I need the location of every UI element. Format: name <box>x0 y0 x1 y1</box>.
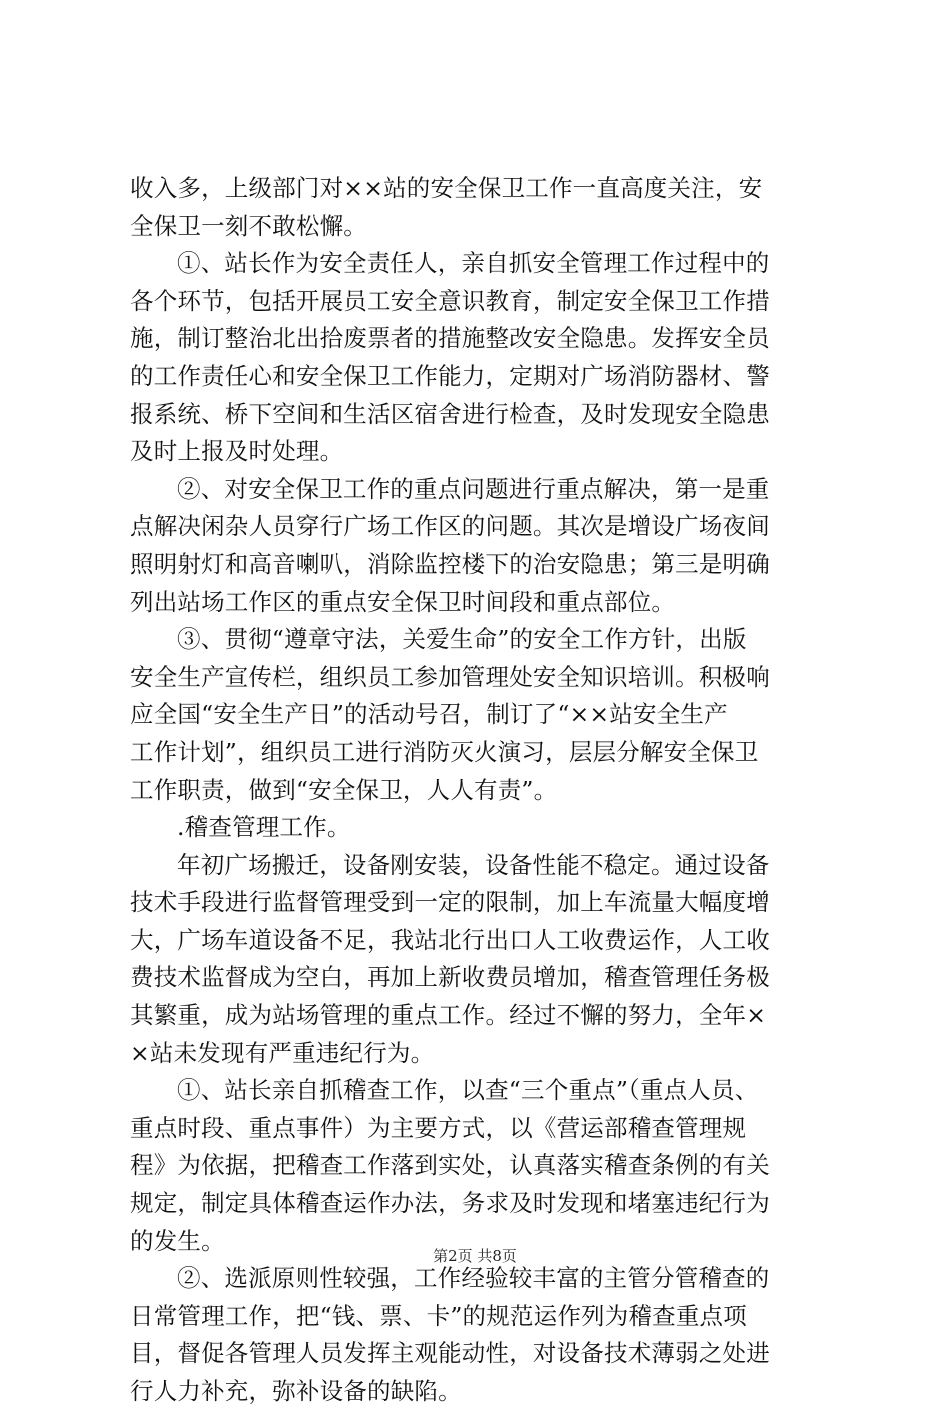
text-line: 年初广场搬迁，设备刚安装，设备性能不稳定。通过设备 <box>177 850 770 879</box>
text-line: 应全国“安全生产日”的活动号召，制订了“××站安全生产 <box>130 700 728 729</box>
text-line: 工作计划”，组织员工进行消防灭火演习，层层分解安全保卫 <box>130 737 759 766</box>
text-line: ×站未发现有严重违纪行为。 <box>130 1038 435 1067</box>
text-line: 目，督促各管理人员发挥主观能动性，对设备技术薄弱之处进 <box>130 1339 770 1368</box>
text-line: .稽查管理工作。 <box>177 813 351 842</box>
text-line: 报系统、桥下空间和生活区宿舍进行检查，及时发现安全隐患 <box>130 399 770 428</box>
text-line: ①、站长作为安全责任人，亲自抓安全管理工作过程中的 <box>177 249 770 278</box>
text-line: ②、选派原则性较强，工作经验较丰富的主管分管稽查的 <box>177 1264 770 1293</box>
text-line: 各个环节，包括开展员工安全意识教育，制定安全保卫工作措 <box>130 286 770 315</box>
text-line: 施，制订整治北出拾废票者的措施整改安全隐患。发挥安全员 <box>130 324 770 353</box>
text-line: 规定，制定具体稽查运作办法，务求及时发现和堵塞违纪行为 <box>130 1189 770 1218</box>
text-line: ③、贯彻“遵章守法，关爱生命”的安全工作方针，出版 <box>177 625 747 654</box>
text-line: 费技术监督成为空白，再加上新收费员增加，稽查管理任务极 <box>130 963 770 992</box>
text-line: 的发生。 <box>130 1226 225 1255</box>
text-line: 日常管理工作，把“钱、票、卡”的规范运作列为稽查重点项 <box>130 1301 747 1330</box>
text-line: 大，广场车道设备不足，我站北行出口人工收费运作，人工收 <box>130 925 770 954</box>
text-line: 工作职责，做到“安全保卫，人人有责”。 <box>130 775 558 804</box>
document-body <box>130 170 830 1411</box>
text-line: 全保卫一刻不敢松懈。 <box>130 211 367 240</box>
text-line: 的工作责任心和安全保卫工作能力，定期对广场消防器材、警 <box>130 361 770 390</box>
text-line: ①、站长亲自抓稽查工作，以查“三个重点”（重点人员、 <box>177 1076 759 1105</box>
text-line: 安全生产宣传栏，组织员工参加管理处安全知识培训。积极响 <box>130 662 770 691</box>
text-line: 行人力补充，弥补设备的缺陷。 <box>130 1377 462 1405</box>
text-line: 程》为依据，把稽查工作落到实处，认真落实稽查条例的有关 <box>130 1151 770 1180</box>
text-line: 列出站场工作区的重点安全保卫时间段和重点部位。 <box>130 587 676 616</box>
page-footer: 第2页 共8页 <box>433 1247 517 1265</box>
text-line: 其繁重，成为站场管理的重点工作。经过不懈的努力，全年× <box>130 1001 767 1030</box>
text-line: 收入多，上级部门对××站的安全保卫工作一直高度关注，安 <box>130 174 763 202</box>
text-line: 技术手段进行监督管理受到一定的限制，加上车流量大幅度增 <box>130 888 770 917</box>
text-line: 及时上报及时处理。 <box>130 437 344 466</box>
text-line: ②、对安全保卫工作的重点问题进行重点解决，第一是重 <box>177 474 770 503</box>
text-line: 重点时段、重点事件）为主要方式，以《营运部稽查管理规 <box>130 1113 747 1142</box>
text-line: 照明射灯和高音喇叭，消除监控楼下的治安隐患；第三是明确 <box>130 549 770 578</box>
text-line: 点解决闲杂人员穿行广场工作区的问题。其次是增设广场夜间 <box>130 512 770 541</box>
